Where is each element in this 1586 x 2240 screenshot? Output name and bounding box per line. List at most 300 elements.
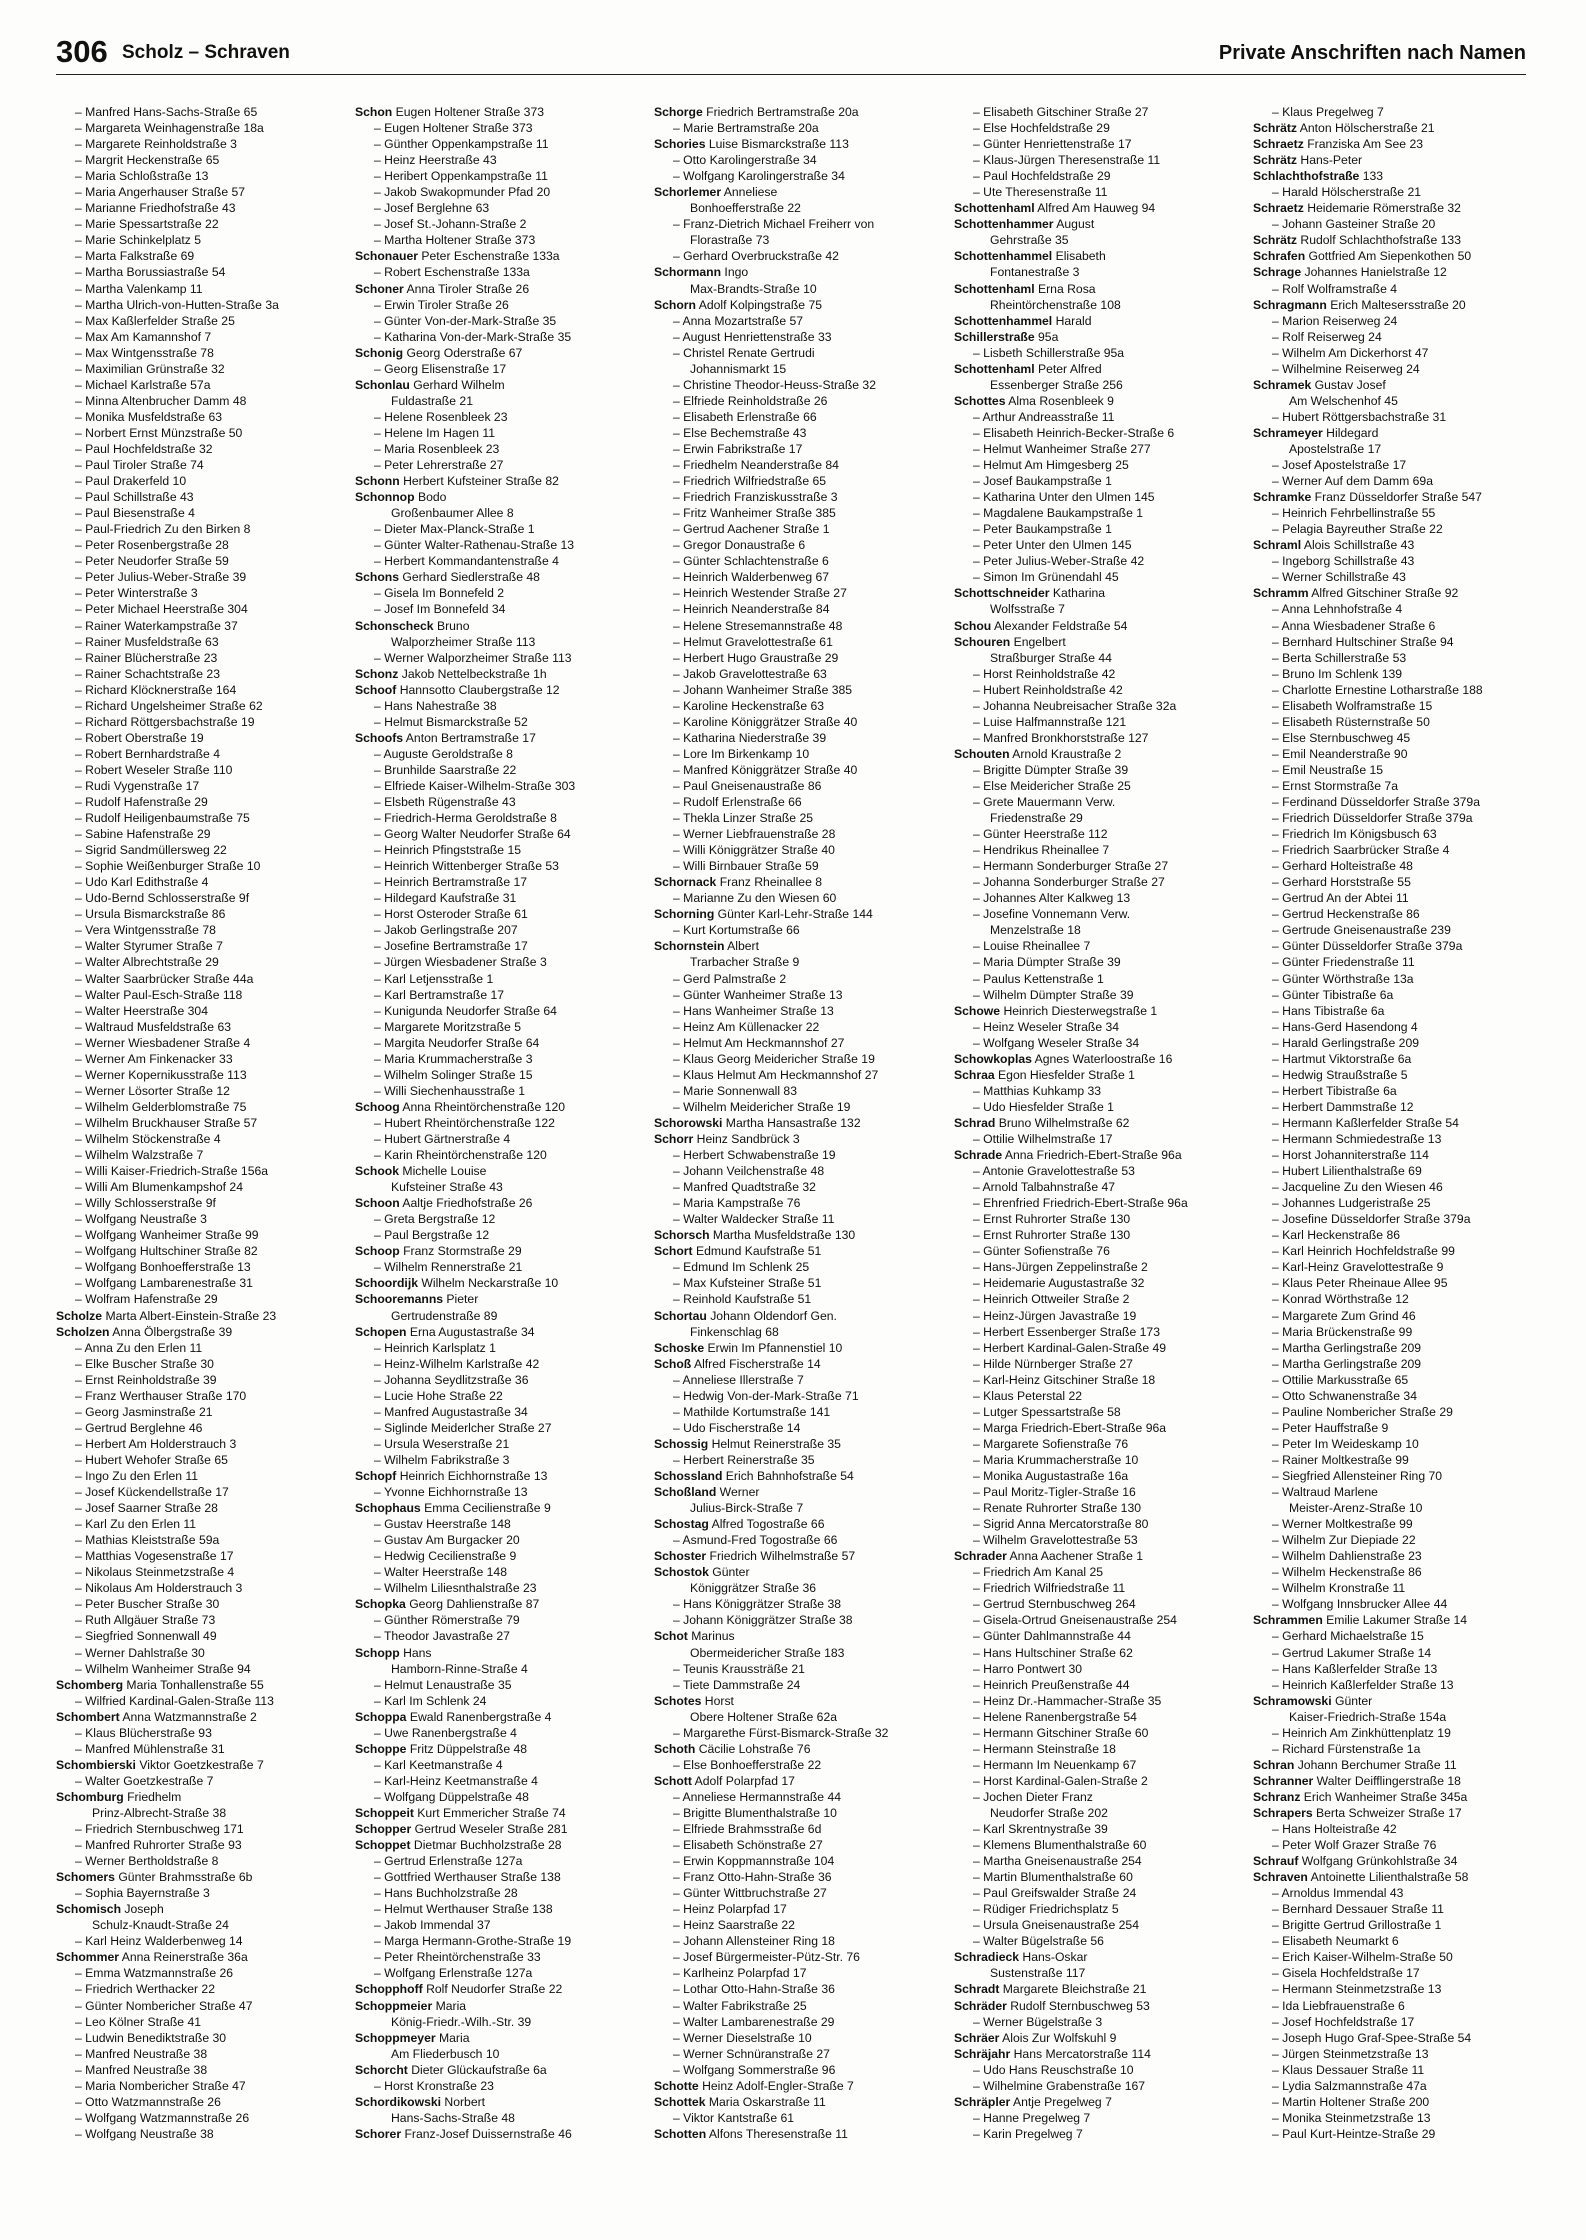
directory-entry: – Rudolf Heiligenbaumstraße 75 bbox=[75, 811, 250, 826]
surname-entry: Schlachthofstraße 133 bbox=[1253, 169, 1384, 184]
directory-entry: – Heinrich Walderbenweg 67 bbox=[673, 570, 830, 585]
directory-entry: – Mathilde Kortumstraße 141 bbox=[673, 1404, 831, 1419]
directory-entry: – Margarete Zum Grind 46 bbox=[1272, 1308, 1416, 1323]
directory-entry: – Rudolf Erlenstraße 66 bbox=[673, 795, 802, 810]
directory-entry: – Werner Dieselstraße 10 bbox=[673, 2030, 812, 2045]
directory-entry: – Elfriede Reinholdstraße 26 bbox=[673, 393, 828, 408]
directory-entry: – Rainer Waterkampstraße 37 bbox=[75, 618, 238, 633]
directory-entry: – Katharina Von-der-Mark-Straße 35 bbox=[374, 329, 572, 344]
address-continuation: König-Friedr.-Wilh.-Str. 39 bbox=[391, 2014, 532, 2029]
directory-entry: – Johannes Ludgeristraße 25 bbox=[1272, 1196, 1431, 1211]
directory-entry: – Berta Schillerstraße 53 bbox=[1272, 650, 1407, 665]
directory-entry: – Hans Buchholzstraße 28 bbox=[374, 1886, 518, 1901]
directory-entry: – Monika Steinmetzstraße 13 bbox=[1272, 2110, 1431, 2125]
directory-entry: – Jakob Swakopmunder Pfad 20 bbox=[374, 185, 551, 200]
surname-entry: Schottenhaml Erna Rosa bbox=[954, 281, 1096, 296]
directory-entry: – Elsbeth Rügenstraße 43 bbox=[374, 795, 516, 810]
directory-entry: – Elisabeth Erlenstraße 66 bbox=[673, 409, 817, 424]
directory-entry: – Ottilie Wilhelmstraße 17 bbox=[973, 1132, 1113, 1146]
surname-entry: Schoßland Werner bbox=[654, 1485, 760, 1500]
directory-entry: – Johanna Sonderburger Straße 27 bbox=[973, 875, 1165, 890]
directory-entry: – Jakob Gerlingstraße 207 bbox=[374, 923, 518, 938]
surname-entry: Schoop Franz Stormstraße 29 bbox=[355, 1244, 522, 1259]
directory-entry: – Josefine Düsseldorfer Straße 379a bbox=[1272, 1212, 1471, 1227]
directory-entry: – Walter Saarbrücker Straße 44a bbox=[75, 971, 254, 986]
directory-entry: – Ernst Stormstraße 7a bbox=[1272, 778, 1398, 793]
directory-entry: – Karoline Heckenstraße 63 bbox=[673, 698, 825, 713]
directory-entry: – Peter Michael Heerstraße 304 bbox=[75, 602, 248, 617]
directory-entry: – Maria Angerhauser Straße 57 bbox=[75, 185, 246, 200]
directory-entry: – Harald Gerlingstraße 209 bbox=[1272, 1035, 1419, 1050]
directory-entry: – Paul Kurt-Heintze-Straße 29 bbox=[1272, 2126, 1436, 2141]
directory-entry: – Fritz Wanheimer Straße 385 bbox=[673, 506, 836, 521]
directory-entry: – Arnold Talbahnstraße 47 bbox=[973, 1180, 1116, 1195]
directory-entry: – Elisabeth Wolframstraße 15 bbox=[1272, 698, 1433, 713]
directory-entry: – Anna Wiesbadener Straße 6 bbox=[1272, 618, 1436, 633]
directory-entry: – Wilhelm Zur Diepiade 22 bbox=[1272, 1533, 1416, 1548]
directory-entry: – Wolfgang Neustraße 38 bbox=[75, 2126, 214, 2141]
directory-entry: – Maximilian Grünstraße 32 bbox=[75, 361, 225, 376]
directory-entry: – Josef Saarner Straße 28 bbox=[75, 1501, 218, 1516]
directory-entry: – Marie Schinkelplatz 5 bbox=[75, 233, 201, 248]
surname-entry: Schorn Adolf Kolpingstraße 75 bbox=[654, 297, 823, 312]
directory-entry: – Günter Heerstraße 112 bbox=[973, 827, 1108, 842]
directory-entry: – Richard Klöcknerstraße 164 bbox=[75, 682, 237, 697]
directory-entry: – Willi Birnbauer Straße 59 bbox=[673, 859, 819, 874]
address-continuation: Straßburger Straße 44 bbox=[990, 650, 1112, 665]
directory-entry: – Martha Holtener Straße 373 bbox=[374, 233, 536, 248]
directory-entry: – Josef Bürgermeister-Pütz-Str. 76 bbox=[673, 1950, 860, 1965]
directory-entry: – Günter Dahlmannstraße 44 bbox=[973, 1629, 1131, 1644]
directory-entry: – Manfred Königgrätzer Straße 40 bbox=[673, 762, 858, 777]
directory-column-5 bbox=[1253, 104, 1545, 2142]
address-continuation: Gehrstraße 35 bbox=[990, 233, 1069, 248]
surname-entry: Schortau Johann Oldendorf Gen. bbox=[654, 1308, 837, 1323]
directory-entry: – Herbert Hugo Graustraße 29 bbox=[673, 650, 839, 665]
directory-entry: – Emma Watzmannstraße 26 bbox=[75, 1966, 234, 1981]
surname-entry: Schranz Erich Wanheimer Straße 345a bbox=[1253, 1789, 1468, 1804]
directory-entry: – Karl-Heinz Gitschiner Straße 18 bbox=[973, 1372, 1156, 1387]
directory-entry: – Maria Dümpter Straße 39 bbox=[973, 955, 1121, 970]
directory-entry: – Margareta Weinhagenstraße 18a bbox=[75, 121, 264, 136]
directory-entry: – Anna Mozartstraße 57 bbox=[673, 313, 804, 328]
directory-entry: – Maria Brückenstraße 99 bbox=[1272, 1324, 1413, 1339]
directory-entry: – Walter Bügelstraße 56 bbox=[973, 1934, 1104, 1949]
directory-column-1 bbox=[56, 104, 348, 2142]
directory-entry: – Martin Blumenthalstraße 60 bbox=[973, 1870, 1133, 1885]
directory-entry: – Helmut Am Heckmannshof 27 bbox=[673, 1035, 845, 1050]
directory-entry: – Josef Im Bonnefeld 34 bbox=[374, 602, 506, 617]
directory-entry: – Johann Wanheimer Straße 385 bbox=[673, 682, 853, 697]
directory-entry: – Maria Nombericher Straße 47 bbox=[75, 2078, 246, 2093]
directory-entry: – Klaus Dessauer Straße 11 bbox=[1272, 2062, 1425, 2077]
directory-entry: – Helmut Gravelottestraße 61 bbox=[673, 634, 833, 649]
surname-entry: Schombierski Viktor Goetzkestraße 7 bbox=[56, 1757, 264, 1772]
directory-entry: – Herbert Tibistraße 6a bbox=[1272, 1083, 1397, 1098]
directory-entry: – Wolfram Hafenstraße 29 bbox=[75, 1292, 218, 1307]
directory-entry: – Hans Nahestraße 38 bbox=[374, 698, 497, 713]
directory-entry: – Manfred Augustastraße 34 bbox=[374, 1404, 528, 1419]
directory-entry: – Richard Ungelsheimer Straße 62 bbox=[75, 698, 263, 713]
directory-entry: – Else Meidericher Straße 25 bbox=[973, 778, 1131, 793]
page-header bbox=[56, 34, 1526, 75]
directory-entry: – Marie Spessartstraße 22 bbox=[75, 217, 219, 232]
directory-entry: – Günter Düsseldorfer Straße 379a bbox=[1272, 939, 1463, 954]
directory-entry: – Margarete Reinholdstraße 3 bbox=[75, 137, 237, 152]
surname-entry: Schräjahr Hans Mercatorstraße 114 bbox=[954, 2046, 1151, 2061]
directory-entry: – Joseph Hugo Graf-Spee-Straße 54 bbox=[1272, 2030, 1472, 2045]
address-continuation: Kaiser-Friedrich-Straße 154a bbox=[1289, 1709, 1447, 1724]
surname-entry: Schordikowski Norbert bbox=[355, 2094, 486, 2109]
directory-entry: – Josefine Bertramstraße 17 bbox=[374, 939, 528, 954]
directory-entry: – Hans-Gerd Hasendong 4 bbox=[1272, 1019, 1418, 1034]
directory-entry: – Elke Buscher Straße 30 bbox=[75, 1356, 214, 1371]
directory-entry: – Franz-Dietrich Michael Freiherr von bbox=[673, 217, 875, 232]
directory-entry: – Jakob Immendal 37 bbox=[374, 1918, 491, 1933]
directory-entry: – Gottfried Werthauser Straße 138 bbox=[374, 1870, 561, 1885]
directory-entry: – Jochen Dieter Franz bbox=[973, 1789, 1093, 1804]
directory-entry: – Paul Biesenstraße 4 bbox=[75, 506, 195, 521]
directory-entry: – Friedrich-Herma Geroldstraße 8 bbox=[374, 811, 557, 826]
address-continuation: Apostelstraße 17 bbox=[1289, 441, 1382, 456]
directory-entry: – Johann Veilchenstraße 48 bbox=[673, 1164, 825, 1179]
directory-entry: – Peter Baukampstraße 1 bbox=[973, 522, 1112, 537]
directory-entry: – Paul Gneisenaustraße 86 bbox=[673, 778, 822, 793]
directory-entry: – Karl-Heinz Keetmanstraße 4 bbox=[374, 1773, 538, 1788]
directory-entry: – Marie Sonnenwall 83 bbox=[673, 1083, 797, 1098]
directory-entry: – Willy Schlosserstraße 9f bbox=[75, 1196, 216, 1211]
directory-entry: – Anneliese Illerstraße 7 bbox=[673, 1372, 804, 1387]
directory-entry: – Walter Albrechtstraße 29 bbox=[75, 955, 219, 970]
directory-entry: – Hedwig Straußstraße 5 bbox=[1272, 1067, 1408, 1082]
directory-entry: – Bruno Im Schlenk 139 bbox=[1272, 666, 1403, 681]
directory-entry: – Karin Rheintörchenstraße 120 bbox=[374, 1148, 547, 1163]
directory-entry: – Siglinde Meiderlcher Straße 27 bbox=[374, 1420, 552, 1435]
surname-entry: Schonnop Bodo bbox=[355, 490, 447, 505]
directory-entry: – Johann Gasteiner Straße 20 bbox=[1272, 217, 1436, 232]
directory-entry: – Paul Tiroler Straße 74 bbox=[75, 458, 204, 473]
directory-entry: – Martha Gneisenaustraße 254 bbox=[973, 1854, 1142, 1869]
directory-entry: – Paul-Friedrich Zu den Birken 8 bbox=[75, 522, 251, 537]
directory-entry: – Magdalene Baukampstraße 1 bbox=[973, 506, 1144, 521]
address-continuation: Julius-Birck-Straße 7 bbox=[690, 1501, 804, 1516]
directory-entry: – Marianne Friedhofstraße 43 bbox=[75, 201, 236, 216]
directory-entry: – Helene Rosenbleek 23 bbox=[374, 409, 508, 424]
directory-entry: – Ida Liebfrauenstraße 6 bbox=[1272, 1998, 1405, 2013]
surname-entry: Schraven Antoinette Lilienthalstraße 58 bbox=[1253, 1870, 1469, 1885]
surname-entry: Schommer Anna Reinerstraße 36a bbox=[56, 1950, 248, 1965]
surname-entry: Schottenhaml Alfred Am Hauweg 94 bbox=[954, 201, 1156, 216]
directory-entry: – Willi Kaiser-Friedrich-Straße 156a bbox=[75, 1164, 269, 1179]
surname-entry: Schopen Erna Augustastraße 34 bbox=[355, 1324, 535, 1339]
directory-entry: – Hans Tibistraße 6a bbox=[1272, 1003, 1385, 1018]
directory-entry: – Harald Hölscherstraße 21 bbox=[1272, 185, 1422, 200]
directory-entry: – Willi Königgrätzer Straße 40 bbox=[673, 843, 835, 858]
surname-entry: Schräpler Antje Pregelweg 7 bbox=[954, 2094, 1112, 2109]
directory-entry: – Else Sternbuschweg 45 bbox=[1272, 730, 1411, 745]
surname-entry: Schräder Rudolf Sternbuschweg 53 bbox=[954, 1998, 1150, 2013]
directory-entry: – Martha Gerlingstraße 209 bbox=[1272, 1356, 1422, 1371]
directory-entry: – August Henriettenstraße 33 bbox=[673, 329, 832, 344]
directory-entry: – Margarete Sofienstraße 76 bbox=[973, 1436, 1129, 1451]
directory-entry: – Paul Hochfeldstraße 29 bbox=[973, 169, 1111, 184]
directory-entry: – Heinrich Fehrbellinstraße 55 bbox=[1272, 506, 1436, 521]
directory-entry: – Ferdinand Düsseldorfer Straße 379a bbox=[1272, 795, 1480, 810]
surname-entry: Schotes Horst bbox=[654, 1693, 734, 1708]
directory-entry: – Klaus Peterstal 22 bbox=[973, 1388, 1083, 1403]
directory-entry: – Peter Hauffstraße 9 bbox=[1272, 1420, 1389, 1435]
directory-entry: – Paul Greifswalder Straße 24 bbox=[973, 1886, 1137, 1901]
directory-entry: – Rainer Musfeldstraße 63 bbox=[75, 634, 219, 649]
surname-entry: Schorlemer Anneliese bbox=[654, 185, 778, 200]
surname-entry: Schoner Anna Tiroler Straße 26 bbox=[355, 281, 530, 296]
surname-entry: Schotten Alfons Theresenstraße 11 bbox=[654, 2126, 848, 2141]
directory-entry: – Ursula Bismarckstraße 86 bbox=[75, 907, 226, 922]
directory-entry: – Ludwin Benediktstraße 30 bbox=[75, 2030, 227, 2045]
surname-entry: Schramm Alfred Gitschiner Straße 92 bbox=[1253, 586, 1459, 601]
directory-entry: – Paul Hochfeldstraße 32 bbox=[75, 441, 213, 456]
surname-entry: Schoppmeyer Maria bbox=[355, 2030, 470, 2045]
directory-entry: – Ernst Ruhrorter Straße 130 bbox=[973, 1228, 1131, 1243]
surname-entry: Schouren Engelbert bbox=[954, 634, 1066, 649]
directory-entry: – Margrit Heckenstraße 65 bbox=[75, 153, 220, 168]
directory-entry: – Günter Wanheimer Straße 13 bbox=[673, 987, 843, 1002]
directory-entry: – Werner Schillstraße 43 bbox=[1272, 570, 1406, 585]
directory-entry: – Nikolaus Am Holderstrauch 3 bbox=[75, 1581, 243, 1596]
address-continuation: Meister-Arenz-Straße 10 bbox=[1289, 1501, 1423, 1516]
directory-entry: – Wolfgang Bonhoefferstraße 13 bbox=[75, 1260, 251, 1275]
directory-entry: – Gerhard Horststraße 55 bbox=[1272, 875, 1411, 890]
surname-entry: Schottschneider Katharina bbox=[954, 586, 1106, 601]
directory-entry: – Josef Berglehne 63 bbox=[374, 201, 490, 216]
surname-entry: Schonn Herbert Kufsteiner Straße 82 bbox=[355, 474, 559, 489]
directory-entry: – Heinrich Karlsplatz 1 bbox=[374, 1340, 496, 1355]
directory-entry: – Wilhelm Solinger Straße 15 bbox=[374, 1067, 533, 1082]
directory-entry: – Lutger Spessartstraße 58 bbox=[973, 1404, 1121, 1419]
directory-entry: – Werner Wiesbadener Straße 4 bbox=[75, 1035, 251, 1050]
directory-entry: – Martha Ulrich-von-Hutten-Straße 3a bbox=[75, 297, 279, 312]
directory-entry: – Robert Eschenstraße 133a bbox=[374, 265, 530, 280]
surname-entry: Schrage Johannes Hanielstraße 12 bbox=[1253, 265, 1447, 280]
directory-entry: – Wilhelm Am Dickerhorst 47 bbox=[1272, 345, 1429, 360]
surname-entry: Schoppet Dietmar Buchholzstraße 28 bbox=[355, 1838, 562, 1853]
surname-entry: Schrader Anna Aachener Straße 1 bbox=[954, 1549, 1144, 1564]
directory-entry: – Hans Wanheimer Straße 13 bbox=[673, 1003, 834, 1018]
directory-entry: – Uwe Ranenbergstraße 4 bbox=[374, 1725, 517, 1740]
directory-entry: – Hans Hultschiner Straße 62 bbox=[973, 1645, 1133, 1660]
address-continuation: Walporzheimer Straße 113 bbox=[391, 634, 536, 649]
surname-entry: Schoofs Anton Bertramstraße 17 bbox=[355, 730, 536, 745]
directory-entry: – Wolfgang Düppelstraße 48 bbox=[374, 1789, 529, 1804]
directory-entry: – Marie Bertramstraße 20a bbox=[673, 121, 819, 136]
address-continuation: Am Welschenhof 45 bbox=[1289, 393, 1398, 408]
directory-entry: – Klaus Georg Meidericher Straße 19 bbox=[673, 1051, 875, 1066]
address-continuation: Trarbacher Straße 9 bbox=[690, 955, 800, 970]
directory-entry: – Manfred Bronkhorststraße 127 bbox=[973, 730, 1149, 745]
surname-entry: Schonscheck Bruno bbox=[355, 618, 470, 633]
directory-entry: – Katharina Niederstraße 39 bbox=[673, 730, 827, 745]
directory-entry: – Johanna Neubreisacher Straße 32a bbox=[973, 698, 1177, 713]
directory-entry: – Horst Johanniterstraße 114 bbox=[1272, 1148, 1429, 1163]
directory-entry: – Gertrud Erlenstraße 127a bbox=[374, 1854, 523, 1869]
directory-entry: – Karl Bertramstraße 17 bbox=[374, 987, 505, 1002]
directory-entry: – Walter Heerstraße 148 bbox=[374, 1565, 507, 1580]
surname-entry: Schottenhammel Harald bbox=[954, 313, 1092, 328]
directory-entry: – Horst Reinholdstraße 42 bbox=[973, 666, 1116, 681]
directory-entry: – Walter Goetzkestraße 7 bbox=[75, 1773, 214, 1788]
directory-entry: – Manfred Ruhrorter Straße 93 bbox=[75, 1838, 242, 1853]
surname-entry: Schorning Günter Karl-Lehr-Straße 144 bbox=[654, 907, 873, 922]
directory-entry: – Karl Im Schlenk 24 bbox=[374, 1693, 487, 1708]
directory-entry: – Heinrich Wittenberger Straße 53 bbox=[374, 859, 559, 874]
directory-entry: – Helmut Werthauser Straße 138 bbox=[374, 1902, 553, 1917]
directory-entry: – Gertrud Sternbuschweg 264 bbox=[973, 1597, 1136, 1612]
surname-entry: Schomers Günter Brahmsstraße 6b bbox=[56, 1870, 253, 1885]
directory-entry: – Walter Fabrikstraße 25 bbox=[673, 1998, 807, 2013]
directory-entry: – Luise Halfmannstraße 121 bbox=[973, 714, 1127, 729]
directory-entry: – Werner Dahlstraße 30 bbox=[75, 1645, 205, 1660]
directory-entry: – Georg Walter Neudorfer Straße 64 bbox=[374, 827, 571, 842]
directory-entry: – Wilhelm Stöckenstraße 4 bbox=[75, 1132, 221, 1146]
directory-entry: – Gertrud Aachener Straße 1 bbox=[673, 522, 830, 537]
address-continuation: Sustenstraße 117 bbox=[990, 1966, 1086, 1981]
address-continuation: Max-Brandts-Straße 10 bbox=[690, 281, 817, 296]
surname-entry: Schoster Friedrich Wilhelmstraße 57 bbox=[654, 1549, 856, 1564]
directory-entry: – Friedrich Werthacker 22 bbox=[75, 1982, 215, 1997]
directory-entry: – Walter Styrumer Straße 7 bbox=[75, 939, 223, 954]
directory-entry: – Hermann Gitschiner Straße 60 bbox=[973, 1725, 1149, 1740]
directory-entry: – Günter Henriettenstraße 17 bbox=[973, 137, 1132, 152]
directory-entry: – Heinz Polarpfad 17 bbox=[673, 1902, 787, 1917]
directory-entry: – Elisabeth Heinrich-Becker-Straße 6 bbox=[973, 425, 1175, 440]
surname-entry: Schrapers Berta Schweizer Straße 17 bbox=[1253, 1805, 1462, 1820]
directory-entry: – Erwin Koppmannstraße 104 bbox=[673, 1854, 835, 1869]
surname-entry: Schook Michelle Louise bbox=[355, 1164, 487, 1179]
directory-entry: – Auguste Geroldstraße 8 bbox=[374, 746, 513, 761]
directory-entry: – Erich Kaiser-Wilhelm-Straße 50 bbox=[1272, 1950, 1453, 1965]
directory-entry: – Anna Lehnhofstraße 4 bbox=[1272, 602, 1403, 617]
address-continuation: Fontanestraße 3 bbox=[990, 265, 1080, 280]
directory-entry: – Reinhold Kaufstraße 51 bbox=[673, 1292, 812, 1307]
directory-entry: – Peter Julius-Weber-Straße 39 bbox=[75, 570, 247, 585]
surname-entry: Schoth Cäcilie Lohstraße 76 bbox=[654, 1741, 811, 1756]
directory-entry: – Siegfried Sonnenwall 49 bbox=[75, 1629, 217, 1644]
directory-entry: – Karin Pregelweg 7 bbox=[973, 2126, 1083, 2141]
surname-entry: Schotte Heinz Adolf-Engler-Straße 7 bbox=[654, 2078, 854, 2093]
directory-entry: – Maria Kampstraße 76 bbox=[673, 1196, 801, 1211]
page-number: 306 bbox=[56, 34, 108, 69]
directory-entry: – Werner Auf dem Damm 69a bbox=[1272, 474, 1433, 489]
directory-entry: – Wolfgang Watzmannstraße 26 bbox=[75, 2110, 250, 2125]
directory-entry: – Hedwig Cecilienstraße 9 bbox=[374, 1549, 517, 1564]
directory-entry: – Georg Elisenstraße 17 bbox=[374, 361, 507, 376]
directory-entry: – Manfred Hans-Sachs-Straße 65 bbox=[75, 105, 258, 119]
directory-entry: – Karlheinz Polarpfad 17 bbox=[673, 1966, 807, 1981]
directory-entry: – Paul Schillstraße 43 bbox=[75, 490, 194, 505]
surname-entry: Schomburg Friedhelm bbox=[56, 1789, 182, 1804]
directory-entry: – Else Bechemstraße 43 bbox=[673, 425, 807, 440]
directory-entry: – Else Hochfeldstraße 29 bbox=[973, 121, 1110, 136]
directory-entry: – Wilhelm Gelderblomstraße 75 bbox=[75, 1099, 247, 1114]
directory-entry: – Sophie Weißenburger Straße 10 bbox=[75, 859, 261, 874]
surname-entry: Schonauer Peter Eschenstraße 133a bbox=[355, 249, 560, 264]
surname-entry: Schradieck Hans-Oskar bbox=[954, 1950, 1088, 1965]
directory-entry: – Martha Borussiastraße 54 bbox=[75, 265, 226, 280]
directory-entry: – Manfred Neustraße 38 bbox=[75, 2062, 208, 2077]
directory-entry: – Manfred Mühlenstraße 31 bbox=[75, 1741, 225, 1756]
directory-entry: – Robert Weseler Straße 110 bbox=[75, 762, 233, 777]
directory-entry: – Herbert Dammstraße 12 bbox=[1272, 1099, 1414, 1114]
surname-entry: Schraml Alois Schillstraße 43 bbox=[1253, 538, 1415, 553]
directory-entry: – Friedhelm Neanderstraße 84 bbox=[673, 458, 839, 473]
surname-entry: Schou Alexander Feldstraße 54 bbox=[954, 618, 1128, 633]
directory-entry: – Hermann Steinstraße 18 bbox=[973, 1741, 1116, 1756]
directory-entry: – Paul Bergstraße 12 bbox=[374, 1228, 490, 1243]
surname-entry: Schopf Heinrich Eichhornstraße 13 bbox=[355, 1468, 548, 1483]
directory-entry: – Heinrich Bertramstraße 17 bbox=[374, 875, 528, 890]
directory-entry: – Heribert Oppenkampstraße 11 bbox=[374, 169, 548, 184]
directory-entry: – Marion Reiserweg 24 bbox=[1272, 313, 1398, 328]
surname-entry: Schonlau Gerhard Wilhelm bbox=[355, 377, 505, 392]
surname-entry: Schopp Hans bbox=[355, 1645, 432, 1660]
surname-entry: Schott Adolf Polarpfad 17 bbox=[654, 1773, 795, 1788]
directory-entry: – Ruth Allgäuer Straße 73 bbox=[75, 1613, 216, 1628]
surname-entry: Schramowski Günter bbox=[1253, 1693, 1373, 1708]
directory-entry: – Lucie Hohe Straße 22 bbox=[374, 1388, 503, 1403]
directory-entry: – Heinrich Am Zinkhüttenplatz 19 bbox=[1272, 1725, 1451, 1740]
directory-entry: – Jürgen Steinmetzstraße 13 bbox=[1272, 2046, 1429, 2061]
directory-entry: – Ernst Reinholdstraße 39 bbox=[75, 1372, 217, 1387]
surname-entry: Scholze Marta Albert-Einstein-Straße 23 bbox=[56, 1308, 277, 1323]
directory-entry: – Wolfgang Sommerstraße 96 bbox=[673, 2062, 836, 2077]
directory-entry: – Friedrich Düsseldorfer Straße 379a bbox=[1272, 811, 1473, 826]
directory-entry: – Horst Kardinal-Galen-Straße 2 bbox=[973, 1773, 1148, 1788]
directory-entry: – Johanna Seydlitzstraße 36 bbox=[374, 1372, 529, 1387]
directory-entry: – Jakob Gravelottestraße 63 bbox=[673, 666, 827, 681]
directory-entry: – Günter Friedenstraße 11 bbox=[1272, 955, 1415, 970]
directory-entry: – Mathias Kleiststraße 59a bbox=[75, 1533, 220, 1548]
directory-entry: – Gisela Hochfeldstraße 17 bbox=[1272, 1966, 1420, 1981]
directory-entry: – Peter Buscher Straße 30 bbox=[75, 1597, 220, 1612]
directory-entry: – Norbert Ernst Münzstraße 50 bbox=[75, 425, 243, 440]
directory-entry: – Maria Schloßstraße 13 bbox=[75, 169, 209, 184]
directory-entry: – Klaus Blücherstraße 93 bbox=[75, 1725, 212, 1740]
directory-entry: – Maria Krummacherstraße 3 bbox=[374, 1051, 533, 1066]
directory-entry: – Arthur Andreasstraße 11 bbox=[973, 409, 1115, 424]
directory-entry: – Heinrich Kaßlerfelder Straße 13 bbox=[1272, 1677, 1454, 1692]
surname-entry: Schoß Alfred Fischerstraße 14 bbox=[654, 1356, 821, 1371]
surname-entry: Schon Eugen Holtener Straße 373 bbox=[355, 105, 545, 119]
directory-entry: – Friedrich Wilfriedstraße 11 bbox=[973, 1581, 1126, 1596]
directory-entry: – Gerhard Overbruckstraße 42 bbox=[673, 249, 839, 264]
directory-entry: – Wilhelm Walzstraße 7 bbox=[75, 1148, 204, 1163]
directory-entry: – Elisabeth Rüsternstraße 50 bbox=[1272, 714, 1430, 729]
directory-entry: – Marianne Zu den Wiesen 60 bbox=[673, 891, 837, 906]
surname-entry: Schowkoplas Agnes Waterloostraße 16 bbox=[954, 1051, 1173, 1066]
surname-entry: Schomberg Maria Tonhallenstraße 55 bbox=[56, 1677, 264, 1692]
address-continuation: Florastraße 73 bbox=[690, 233, 770, 248]
directory-entry: – Vera Wintgensstraße 78 bbox=[75, 923, 216, 938]
directory-entry: – Wolfgang Hultschiner Straße 82 bbox=[75, 1244, 258, 1259]
directory-entry: – Horst Kronstraße 23 bbox=[374, 2078, 494, 2093]
surname-entry: Schottenhammel Elisabeth bbox=[954, 249, 1106, 264]
directory-entry: – Hermann Sonderburger Straße 27 bbox=[973, 859, 1169, 874]
directory-entry: – Jürgen Wiesbadener Straße 3 bbox=[374, 955, 547, 970]
directory-entry: – Katharina Unter den Ulmen 145 bbox=[973, 490, 1155, 505]
address-continuation: Prinz-Albrecht-Straße 38 bbox=[92, 1805, 227, 1820]
directory-entry: – Anneliese Hermannstraße 44 bbox=[673, 1789, 842, 1804]
directory-entry: – Klaus Pregelweg 7 bbox=[1272, 105, 1384, 119]
